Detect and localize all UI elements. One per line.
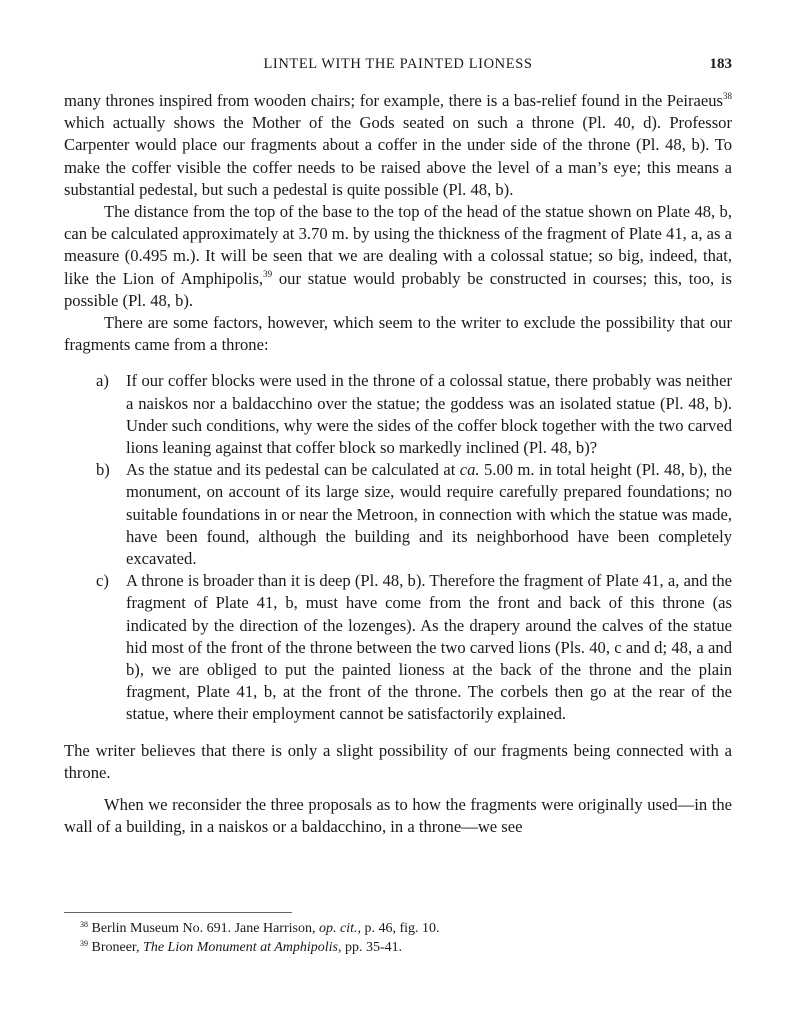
footnote-divider bbox=[64, 912, 292, 913]
list-item bbox=[64, 570, 732, 725]
objection-list bbox=[64, 370, 732, 725]
list-item-text: A throne is broader than it is deep (Pl. 48, b). Therefore the fragment of Plate 41, a, and the fragment of Plate 41, b, must have come from the front and back of this throne (as indicated by the direction of the lozenges). As the drapery around the calves of the statue hid most of the front of the throne between the two carved lions (Pls. 40, c and d; 48, a and b), we are obliged to put the painted lioness at the back of the throne and the plain fragment, Plate 41, b, at the front of the throne. The corbels then go at the rear of the statue, where their employment cannot be satisfactorily explained. bbox=[126, 571, 732, 724]
list-item-label: c) bbox=[96, 571, 109, 591]
paragraph-4: The writer believes that there is only a slight possibility of our fragments being connected with a throne. bbox=[64, 740, 732, 782]
list-item bbox=[64, 370, 732, 459]
footnote-38: $^{38}$ Berlin Museum No. 691. Jane Harrison, op. cit., p. 46, fig. 10. bbox=[80, 920, 440, 936]
paragraph-1: many thrones inspired from wooden chairs; for example, there is a bas-relief found in the Peiraeus$^{38}$ which actually shows the Mother of the Gods seated on such a throne (Pl. 40, d). Professor Carpenter would place our fragments about a coffer in the under side of the throne (Pl. 48, b). To make the coffer visible the coffer needs to be raised above the level of a man’s eye; this means a substantial pedestal, but such a pedestal is quite possible (Pl. 48, b). bbox=[64, 91, 732, 199]
list-item-label: a) bbox=[96, 371, 109, 391]
footnote-ref-39: 39 bbox=[263, 268, 273, 279]
paragraph-2: The distance from the top of the base to the top of the head of the statue shown on Plate 48, b, can be calculated approximately at 3.70 m. by using the thickness of the fragment of Plate 41, a, as a measure (0.495 m.). It will be seen that we are dealing with a colossal statue; so big, indeed, that, like the Lion of Amphipolis,$^{39}$ our statue would probably be constructed in courses; this, too, is possible (Pl. 48, b). bbox=[64, 202, 733, 310]
page-number: 183 bbox=[709, 56, 732, 72]
main-text bbox=[64, 90, 732, 839]
footnote-ref-38: 38 bbox=[723, 91, 732, 101]
footnotes bbox=[80, 919, 720, 957]
footnote-39: $^{39}$ Broneer, The Lion Monument at Amphipolis, pp. 35-41. bbox=[80, 939, 403, 955]
running-title: LINTEL WITH THE PAINTED LIONESS bbox=[263, 56, 533, 72]
list-item-text: As the statue and its pedestal can be calculated at ca. 5.00 m. in total height (Pl. 48, b), the monument, on account of its large size, would require carefully prepared foundations; no suitable foundations in or near the Metroon, in connection with which the statue was made, have been found, although the building and its neighborhood have been completely excavated. bbox=[126, 460, 732, 569]
list-item-label: b) bbox=[96, 460, 110, 480]
paragraph-5: When we reconsider the three proposals as to how the fragments were originally used—in the wall of a building, in a naiskos or a baldacchino, in a throne—we see bbox=[64, 795, 732, 837]
running-header bbox=[64, 56, 732, 78]
list-item-text: If our coffer blocks were used in the throne of a colossal statue, there probably was neither a naiskos nor a baldacchino over the statue; the goddess was an isolated statue (Pl. 48, b). Under such conditions, why were the sides of the coffer block together with the two carved lions leaning against that coffer block so markedly inclined (Pl. 48, b)? bbox=[126, 371, 732, 458]
list-item bbox=[64, 459, 732, 570]
paragraph-3: There are some factors, however, which seem to the writer to exclude the possibility that our fragments came from a throne: bbox=[64, 313, 732, 355]
